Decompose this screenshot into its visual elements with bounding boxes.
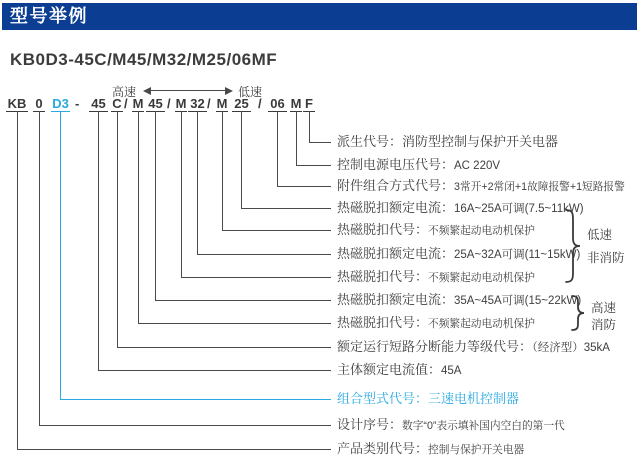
high-speed-group-brace <box>569 295 585 333</box>
spec-row <box>337 314 535 332</box>
connector-hline <box>197 254 331 255</box>
group-label-non-fire: 非消防 <box>587 251 625 265</box>
spec-label: 派生代号： <box>337 134 403 149</box>
low-speed-group-brace <box>563 209 581 285</box>
arrow-left-head-icon <box>143 87 151 95</box>
connector-hline <box>60 399 331 400</box>
code-segment: M <box>290 96 302 111</box>
code-segment: 32 <box>188 96 207 112</box>
connector-hline <box>17 449 331 450</box>
model-number-title: KB0D3-45C/M45/M32/M25/06MF <box>10 50 278 69</box>
code-segment: M <box>132 96 144 111</box>
code-segment: F <box>303 96 315 112</box>
spec-row <box>337 245 580 263</box>
spec-row <box>337 221 535 239</box>
spec-value: 数字“0”表示填补国内空白的第一代 <box>402 420 565 432</box>
spec-value: 消防型控制与保护开关电器 <box>402 134 559 149</box>
spec-value: 不频繁起动电动机保护 <box>428 318 535 330</box>
spec-value: 三速电机控制器 <box>428 391 520 406</box>
connector-vline <box>117 111 118 347</box>
connector-vline <box>277 111 278 186</box>
connector-vline <box>197 111 198 254</box>
spec-value: （经济型）35kA <box>532 342 610 354</box>
connector-vline <box>98 111 99 370</box>
group-label-high-speed: 高速 <box>591 301 617 315</box>
spec-value: 不频繁起动电动机保护 <box>428 225 535 237</box>
high-speed-label: 高速 <box>112 85 137 99</box>
spec-label: 额定运行短路分断能力等级代号： <box>337 339 533 354</box>
code-segment: KB <box>7 96 27 111</box>
spec-label: 产品类别代号： <box>337 441 429 456</box>
connector-hline <box>277 186 331 187</box>
spec-value: 控制与保护开关电器 <box>428 444 525 456</box>
spec-label: 主体额定电流值： <box>337 362 442 377</box>
spec-label: 设计序号： <box>337 417 403 432</box>
code-segment: M <box>175 96 187 111</box>
code-separator: / <box>167 96 171 111</box>
connector-vline <box>296 111 297 165</box>
group-label-low-speed: 低速 <box>587 228 613 242</box>
spec-row <box>337 390 519 408</box>
connector-hline <box>138 323 331 324</box>
connector-hline <box>117 347 331 348</box>
spec-row <box>337 177 625 195</box>
connector-vline <box>39 111 40 425</box>
connector-vline <box>181 111 182 277</box>
code-separator: / <box>207 96 211 111</box>
code-segment: C <box>112 96 122 111</box>
arrow-right-head-icon <box>225 87 233 95</box>
spec-value: 35A~45A可调(15~22kW) <box>454 295 582 307</box>
spec-row <box>337 156 500 174</box>
spec-label: 热磁脱扣额定电流： <box>337 292 455 307</box>
connector-hline <box>98 370 331 371</box>
connector-vline <box>138 111 139 323</box>
connector-hline <box>309 142 331 143</box>
code-segment: D3 <box>52 96 69 111</box>
spec-label: 热磁脱扣额定电流： <box>337 200 455 215</box>
section-title: 型号举例 <box>10 6 88 26</box>
code-segment: 45 <box>146 96 165 112</box>
connector-hline <box>296 165 331 166</box>
low-speed-label: 低速 <box>238 85 263 99</box>
spec-value: 不频繁起动电动机保护 <box>428 272 535 284</box>
code-separator: / <box>258 96 262 111</box>
connector-hline <box>39 425 331 426</box>
spec-label: 热磁脱扣额定电流： <box>337 246 455 261</box>
connector-vline <box>155 111 156 300</box>
spec-label: 附件组合方式代号： <box>337 178 455 193</box>
group-label-fire: 消防 <box>591 318 617 332</box>
spec-label: 热磁脱扣代号： <box>337 315 429 330</box>
connector-vline <box>60 111 61 399</box>
connector-hline <box>241 208 331 209</box>
spec-value: 16A~25A可调(7.5~11kW) <box>454 203 584 215</box>
connector-hline <box>155 300 331 301</box>
section-header-bar <box>2 3 637 30</box>
spec-value: 25A~32A可调(11~15kW) <box>454 249 581 261</box>
spec-value: 3常开+2常闭+1故障报警+1短路报警 <box>454 181 625 193</box>
spec-label: 热磁脱扣代号： <box>337 222 429 237</box>
spec-label: 组合型式代号： <box>337 391 429 406</box>
code-segment: 0 <box>33 96 45 112</box>
spec-label: 控制电源电压代号： <box>337 157 455 172</box>
spec-row <box>337 338 610 356</box>
connector-hline <box>181 277 331 278</box>
spec-row <box>337 133 558 151</box>
code-segment: 45 <box>89 96 108 112</box>
spec-row <box>337 291 581 309</box>
speed-arrow-line <box>150 90 226 91</box>
code-separator: - <box>75 96 80 111</box>
spec-row <box>337 268 535 286</box>
spec-row <box>337 416 565 434</box>
connector-vline <box>222 111 223 230</box>
connector-vline <box>241 111 242 208</box>
spec-label: 热磁脱扣代号： <box>337 269 429 284</box>
code-separator: / <box>124 96 128 111</box>
spec-row <box>337 199 584 217</box>
spec-row <box>337 361 461 379</box>
code-segment: M <box>216 96 228 111</box>
code-segment: 06 <box>268 96 287 112</box>
code-segment: 25 <box>232 96 251 112</box>
connector-vline <box>17 111 18 449</box>
spec-value: 45A <box>441 365 462 377</box>
connector-hline <box>222 230 331 231</box>
spec-value: AC 220V <box>454 160 501 172</box>
spec-row <box>337 440 524 458</box>
connector-vline <box>309 111 310 142</box>
